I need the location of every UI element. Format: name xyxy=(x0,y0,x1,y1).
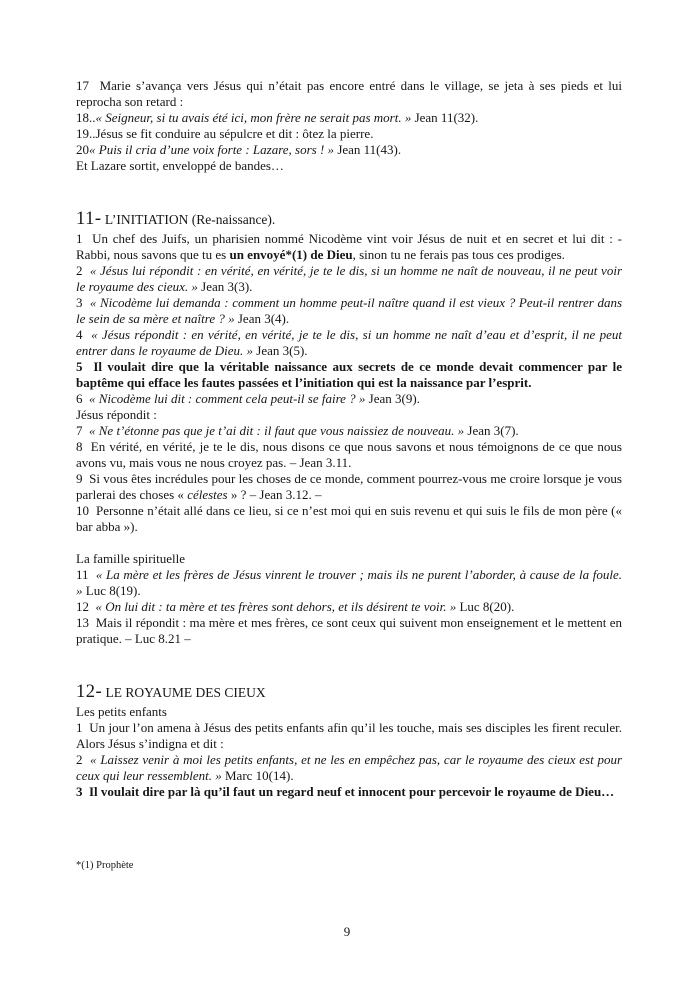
verse-18 xyxy=(76,110,622,126)
quote-text: « On lui dit : ta mère et tes frères sont dehors, et ils désirent te voir. » xyxy=(95,599,457,614)
bold-text: 5 Il voulait dire que la véritable naissance aux secrets de ce monde devait commencer par le baptême qui efface les fautes passées et l’initiation qui est la naissance par l’esprit. xyxy=(76,359,622,390)
quote-text: « Puis il cria d’une voix forte : Lazare, sors ! » xyxy=(89,142,335,157)
text-segment: 19..Jésus se fit conduire au sépulcre et dit : ôtez la pierre. xyxy=(76,126,374,141)
s11-verse-13 xyxy=(76,615,622,647)
s11-verse-8 xyxy=(76,439,622,471)
text-segment: 8 En vérité, en vérité, je te le dis, nous disons ce que nous savons et nous témoignons de ce que nous avons vu, mais vous ne nous croyez pas. – Jean 3.11. xyxy=(76,439,622,470)
s12-verse-3 xyxy=(76,784,622,800)
verse-19 xyxy=(76,126,622,142)
s11-verse-9 xyxy=(76,471,622,503)
text-segment: 18.. xyxy=(76,110,96,125)
section-11-heading xyxy=(76,208,622,231)
section-12-heading xyxy=(76,681,622,704)
text-segment: 9 Si vous êtes incrédules pour les choses de ce monde, comment pourrez-vous me croire lorsque je vous parlerai des choses « xyxy=(76,471,622,502)
quote-text: célestes xyxy=(187,487,228,502)
page-number: 9 xyxy=(343,924,351,939)
s11-verse-12 xyxy=(76,599,622,615)
section-title: L’INITIATION (Re-naissance). xyxy=(101,212,276,227)
text-segment: Jean 3(5). xyxy=(253,343,308,358)
text-segment: 20 xyxy=(76,142,89,157)
text-segment: 3 xyxy=(76,295,90,310)
s11-verse-6 xyxy=(76,391,622,407)
text-segment: Luc 8(19). xyxy=(82,583,141,598)
text-segment: Jean 3(3). xyxy=(197,279,253,294)
text-segment: 2 xyxy=(76,263,90,278)
section-title: LE ROYAUME DES CIEUX xyxy=(102,685,266,700)
text-segment: 6 xyxy=(76,391,89,406)
s11-verse-1 xyxy=(76,231,622,263)
text-segment: Jean 3(9). xyxy=(365,391,420,406)
petits-enfants-subheading xyxy=(76,704,622,720)
famille-spirituelle-subheading xyxy=(76,551,622,567)
quote-text: « Seigneur, si tu avais été ici, mon frère ne serait pas mort. » xyxy=(95,110,412,125)
text-segment: 2 xyxy=(76,752,91,767)
quote-text: « Jésus répondit : en vérité, en vérité, je te le dis, si un homme ne naît d’eau et d’esprit, il ne peut entrer dans le royaume de Dieu. » xyxy=(76,327,623,358)
text-segment: 1 Un chef des Juifs, un pharisien nommé Nicodème vint voir Jésus de nuit et en secret et lui dit : - Rabbi, nous savons que tu es xyxy=(76,231,622,262)
quote-text: « Nicodème lui dit : comment cela peut-il se faire ? » xyxy=(89,391,366,406)
quote-text: « La mère et les frères de Jésus vinrent le trouver ; mais ils ne purent l’aborder, à cause de la foule. » xyxy=(76,567,622,598)
text-segment: 10 Personne n’était allé dans ce lieu, si ce n’est moi qui en suis revenu et qui suis le fils de mon père (« bar abba »). xyxy=(76,503,622,534)
verse-17 xyxy=(76,78,622,110)
quote-text: « Nicodème lui demanda : comment un homme peut-il naître quand il est vieux ? Peut-il rentrer dans le sein de sa mère et naître ? » xyxy=(76,295,622,326)
quote-text: « Laissez venir à moi les petits enfants, et ne les en empêchez pas, car le royaume des cieux est pour ceux qui leur ressemblent. » xyxy=(76,752,623,783)
text-segment: 4 xyxy=(76,327,92,342)
text-segment: 17 Marie s’avança vers Jésus qui n’était pas encore entré dans le village, se jeta à ses pieds et lui reprocha son retard : xyxy=(76,78,622,109)
text-segment: » ? – Jean 3.12. – xyxy=(227,487,322,502)
quote-text: « Jésus lui répondit : en vérité, en vérité, je te le dis, si un homme ne naît de nouveau, il ne peut voir le royaume des cieux. » xyxy=(76,263,622,294)
text-segment: 11 xyxy=(76,567,96,582)
text-segment: Jean 3(4). xyxy=(234,311,290,326)
text-segment: Jean 3(7). xyxy=(464,423,519,438)
text-segment: Et Lazare sortit, enveloppé de bandes… xyxy=(76,158,284,173)
section-number: 11- xyxy=(76,209,102,229)
spacer xyxy=(76,647,622,681)
s11-verse-11 xyxy=(76,567,622,599)
bold-text: un envoyé*(1) de Dieu xyxy=(229,247,353,262)
s11-verse-10 xyxy=(76,503,622,535)
s12-verse-1 xyxy=(76,720,622,752)
verse-20 xyxy=(76,142,622,158)
s11-verse-5 xyxy=(76,359,622,391)
bold-text: 3 Il voulait dire par là qu’il faut un regard neuf et innocent pour percevoir le royaume de Dieu… xyxy=(76,784,615,799)
s11-verse-4 xyxy=(76,327,622,359)
text-segment: 12 xyxy=(76,599,96,614)
text-segment: Jean 11(43). xyxy=(334,142,402,157)
document-body xyxy=(76,78,622,800)
jesus-repondit-line xyxy=(76,407,622,423)
s12-verse-2 xyxy=(76,752,622,784)
text-segment: 13 Mais il répondit : ma mère et mes frères, ce sont ceux qui suivent mon enseignement et le mettent en pratique. – Luc 8.21 – xyxy=(76,615,622,646)
quote-text: « Ne t’étonne pas que je t’ai dit : il faut que vous naissiez de nouveau. » xyxy=(89,423,465,438)
s11-verse-3 xyxy=(76,295,622,327)
spacer xyxy=(76,535,622,551)
text-segment: 7 xyxy=(76,423,89,438)
spacer xyxy=(76,174,622,208)
text-segment: Luc 8(20). xyxy=(456,599,515,614)
lazare-line xyxy=(76,158,622,174)
footnote: *(1) Prophète xyxy=(76,860,134,871)
text-segment: 1 Un jour l’on amena à Jésus des petits enfants afin qu’il les touche, mais ses disciples les firent reculer. Alors Jésus s’indigna et dit : xyxy=(76,720,622,751)
text-segment: Jésus répondit : xyxy=(76,407,157,422)
s11-verse-2 xyxy=(76,263,622,295)
text-segment: La famille spirituelle xyxy=(76,551,186,566)
text-segment: Marc 10(14). xyxy=(221,768,294,783)
text-segment: Les petits enfants xyxy=(76,704,167,719)
text-segment: , sinon tu ne ferais pas tous ces prodiges. xyxy=(352,247,565,262)
text-segment: Jean 11(32). xyxy=(411,110,479,125)
section-number: 12- xyxy=(76,682,103,702)
s11-verse-7 xyxy=(76,423,622,439)
